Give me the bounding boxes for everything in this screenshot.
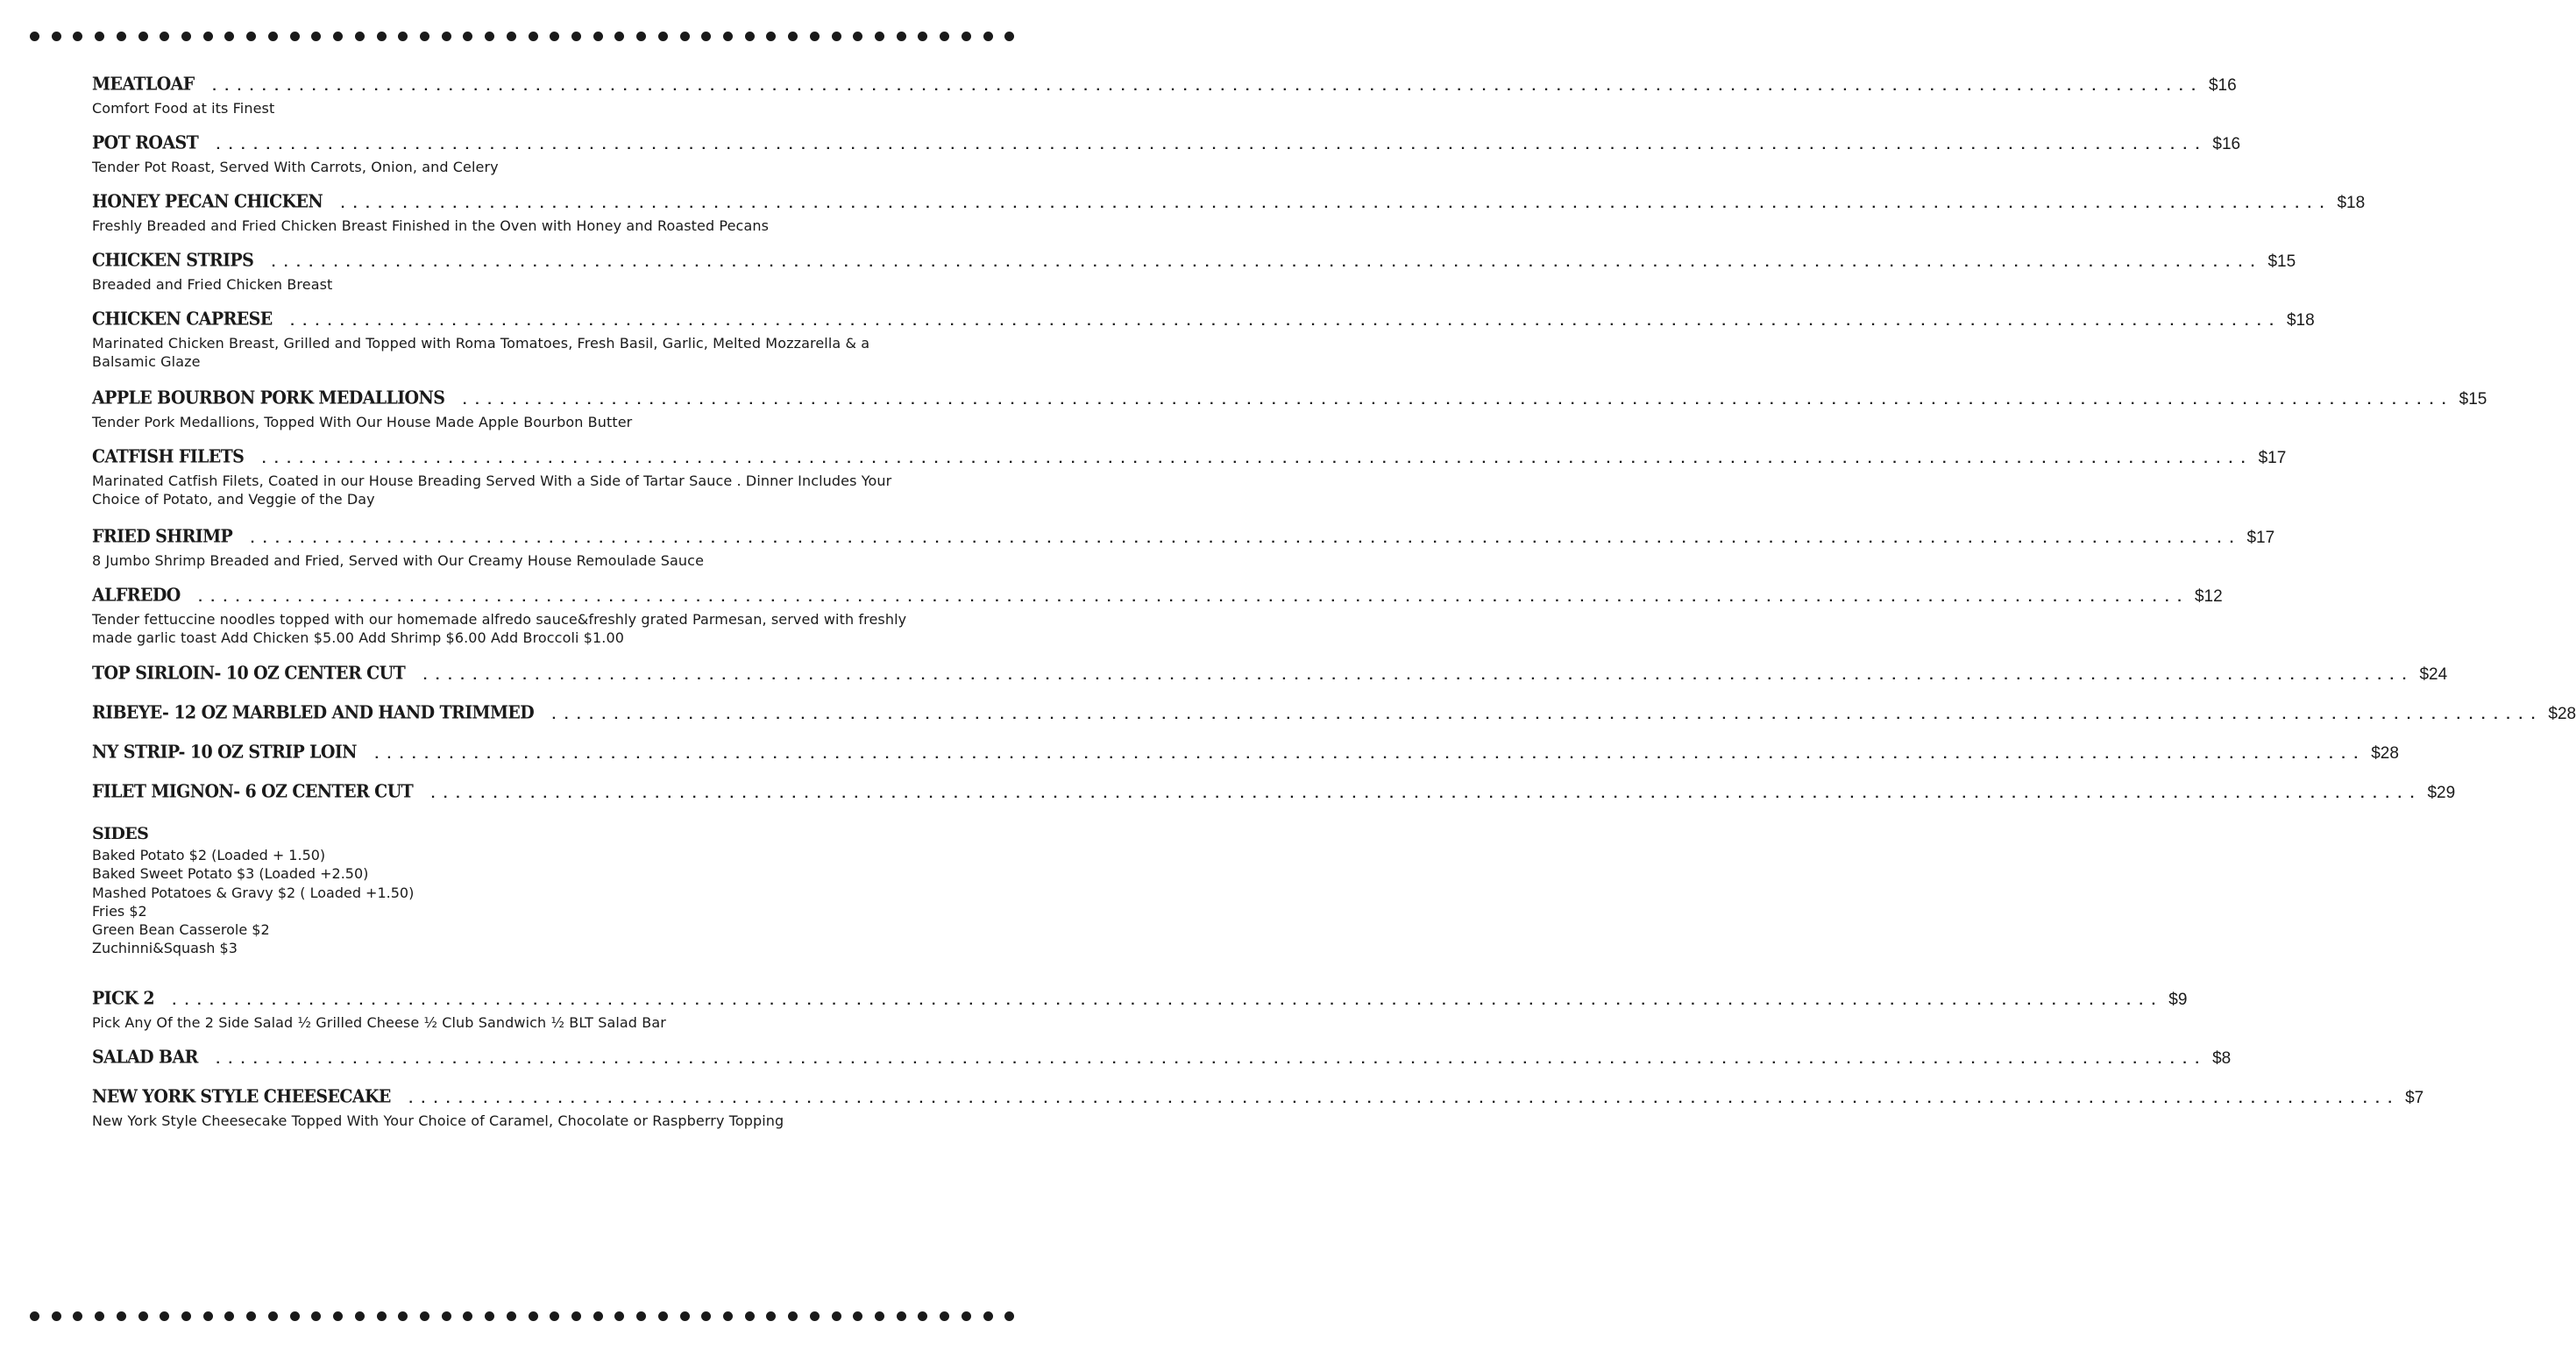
menu-item-description: Tender fettuccine noodles topped with our homemade alfredo sauce&freshly grated Parmesan, served with freshly made garlic toast Add Chicken $5.00 Add Shrimp $6.00 Add Broccoli $1.00 <box>92 611 907 646</box>
border-dot <box>377 32 387 41</box>
menu-item-price: $8 <box>2212 1048 2232 1068</box>
border-dot <box>810 1311 820 1321</box>
border-dot <box>832 1311 841 1321</box>
menu-item-description: Tender Pork Medallions, Topped With Our House Made Apple Bourbon Butter <box>92 414 633 430</box>
menu-item <box>92 387 2487 431</box>
menu-item-price: $17 <box>2246 529 2275 547</box>
menu-item <box>92 191 2366 235</box>
border-dot <box>355 32 365 41</box>
border-dot <box>138 1311 148 1321</box>
menu-item <box>92 250 2296 294</box>
border-dot <box>723 32 733 41</box>
menu-item-line <box>92 742 2399 766</box>
side-item: Mashed Potatoes & Gravy $2 ( Loaded +1.50) <box>92 884 415 901</box>
border-dot <box>853 32 862 41</box>
border-dot <box>30 32 39 41</box>
border-dot <box>95 1311 104 1321</box>
menu-item <box>92 132 2241 176</box>
menu-item <box>92 781 2456 806</box>
menu-item <box>92 526 2275 570</box>
border-dot <box>73 1311 82 1321</box>
border-dot <box>181 1311 191 1321</box>
menu-item-line <box>92 74 2237 98</box>
entrees-list <box>92 74 2576 806</box>
menu-item-line <box>92 250 2296 274</box>
menu-item-description: Comfort Food at its Finest <box>92 100 275 117</box>
sides-section <box>92 822 951 958</box>
side-item: Green Bean Casserole $2 <box>92 921 270 939</box>
menu-item-line <box>92 988 2188 1012</box>
border-dot <box>962 1311 971 1321</box>
border-dot <box>897 1311 906 1321</box>
menu-item-description: New York Style Cheesecake Topped With Your Choice of Caramel, Chocolate or Raspberry Topping <box>92 1112 784 1129</box>
menu-item-line <box>92 446 2287 471</box>
menu-item-price: $15 <box>2459 390 2487 409</box>
menu-item-name: TOP SIRLOIN- 10 OZ CENTER CUT <box>92 663 406 684</box>
dot-leader: ................................................................................................................................................................ <box>170 992 2162 1009</box>
border-dot <box>766 1311 776 1321</box>
border-dot <box>333 1311 343 1321</box>
menu-item <box>92 663 2448 687</box>
border-dot <box>701 32 711 41</box>
border-dot <box>290 1311 300 1321</box>
menu-item-name: PICK 2 <box>92 988 155 1009</box>
menu-item-price: $9 <box>2168 990 2188 1009</box>
side-item: Baked Potato $2 (Loaded + 1.50) <box>92 847 326 863</box>
menu-item-price: $28 <box>2548 705 2576 723</box>
border-dot <box>203 32 213 41</box>
border-dot <box>593 32 603 41</box>
menu-item-name: HONEY PECAN CHICKEN <box>92 191 323 212</box>
border-dot <box>983 32 993 41</box>
border-dot <box>1004 32 1014 41</box>
border-dot <box>224 32 234 41</box>
menu-item-name: RIBEYE- 12 OZ MARBLED AND HAND TRIMMED <box>92 702 535 723</box>
menu-item <box>92 74 2237 117</box>
border-dot <box>614 32 624 41</box>
border-dot <box>117 1311 126 1321</box>
dot-leader: ................................................................................................................................................................ <box>209 79 2202 95</box>
border-dot <box>377 1311 387 1321</box>
border-dot <box>224 1311 234 1321</box>
dot-leader: ................................................................................................................................................................ <box>195 590 2188 606</box>
dot-leader: ................................................................................................................................................................ <box>214 138 2206 153</box>
menu-item-price: $29 <box>2427 784 2456 802</box>
menu-item <box>92 988 2188 1032</box>
border-dot <box>95 32 104 41</box>
border-dot <box>138 32 148 41</box>
menu-item-price: $18 <box>2337 194 2366 212</box>
menu-item-name: MEATLOAF <box>92 74 195 95</box>
menu-item-price: $15 <box>2267 252 2296 271</box>
border-dot <box>73 32 82 41</box>
dot-leader: ................................................................................................................................................................ <box>429 786 2421 802</box>
menu-item-name: FILET MIGNON- 6 OZ CENTER CUT <box>92 781 414 802</box>
border-dot <box>529 1311 538 1321</box>
menu-item-name: ALFREDO <box>92 585 181 606</box>
menu-item-line <box>92 702 2576 727</box>
menu-item <box>92 1047 2232 1071</box>
border-dot <box>897 32 906 41</box>
border-dot <box>658 1311 668 1321</box>
sides-list <box>92 846 951 958</box>
border-dot <box>442 1311 451 1321</box>
dot-leader: ................................................................................................................................................................ <box>406 1091 2399 1107</box>
menu-item-name: SALAD BAR <box>92 1047 198 1068</box>
border-dot <box>636 32 646 41</box>
border-dot <box>940 32 949 41</box>
menu-item-name: NEW YORK STYLE CHEESECAKE <box>92 1086 391 1107</box>
dot-leader: ................................................................................................................................................................ <box>372 747 2365 763</box>
border-dot <box>485 1311 494 1321</box>
menu-item-description: Freshly Breaded and Fried Chicken Breast Finished in the Oven with Honey and Roasted Pecans <box>92 217 770 234</box>
border-dot <box>810 32 820 41</box>
side-item: Fries $2 <box>92 902 147 920</box>
border-dot <box>507 1311 516 1321</box>
menu-item-price: $24 <box>2419 665 2448 684</box>
menu-item <box>92 309 2315 371</box>
border-dot <box>246 32 256 41</box>
menu-item-line <box>92 663 2448 687</box>
menu-item-name: FRIED SHRIMP <box>92 526 233 547</box>
sides-title: SIDES <box>92 824 149 843</box>
border-dot <box>485 32 494 41</box>
side-item: Zuchinni&Squash $3 <box>92 940 238 957</box>
border-dot <box>420 1311 429 1321</box>
dot-leader: ................................................................................................................................................................ <box>213 1051 2206 1068</box>
menu-item-line <box>92 1086 2424 1111</box>
menu-item-price: $17 <box>2258 449 2287 467</box>
border-dot <box>832 32 841 41</box>
border-dot <box>1004 1311 1014 1321</box>
border-dot <box>398 32 408 41</box>
border-dot <box>614 1311 624 1321</box>
border-dot <box>701 1311 711 1321</box>
border-dot <box>442 32 451 41</box>
dot-leader: ................................................................................................................................................................ <box>287 314 2280 330</box>
border-dot <box>550 1311 559 1321</box>
dot-leader: ................................................................................................................................................................ <box>338 196 2331 212</box>
menu-item-line <box>92 1047 2232 1071</box>
border-dot <box>311 32 321 41</box>
dot-leader: ................................................................................................................................................................ <box>550 707 2542 723</box>
border-dot <box>160 1311 169 1321</box>
border-dot <box>940 1311 949 1321</box>
border-dot <box>333 32 343 41</box>
menu-item-name: APPLE BOURBON PORK MEDALLIONS <box>92 387 445 409</box>
menu-item-line <box>92 781 2456 806</box>
menu-item-price: $16 <box>2212 135 2241 153</box>
menu-item-name: CHICKEN CAPRESE <box>92 309 273 330</box>
border-dot <box>203 1311 213 1321</box>
dot-leader: ................................................................................................................................................................ <box>460 393 2452 409</box>
border-dot <box>507 32 516 41</box>
border-dot <box>160 32 169 41</box>
border-dot <box>766 32 776 41</box>
border-dot <box>398 1311 408 1321</box>
border-dot <box>529 32 538 41</box>
menu-item-line <box>92 585 2223 609</box>
menu <box>92 74 2576 1130</box>
border-dot <box>918 1311 927 1321</box>
menu-item-description: Pick Any Of the 2 Side Salad ½ Grilled Cheese ½ Club Sandwich ½ BLT Salad Bar <box>92 1013 666 1031</box>
dot-leader: ................................................................................................................................................................ <box>421 668 2413 684</box>
border-dot <box>593 1311 603 1321</box>
menu-item <box>92 702 2576 727</box>
menu-item-price: $7 <box>2405 1088 2424 1107</box>
border-dot <box>680 1311 690 1321</box>
menu-item-name: CATFISH FILETS <box>92 446 245 467</box>
border-dot <box>680 32 690 41</box>
border-dot <box>658 32 668 41</box>
menu-item-name: NY STRIP- 10 OZ STRIP LOIN <box>92 742 357 763</box>
border-dot <box>918 32 927 41</box>
menu-item-line <box>92 191 2366 216</box>
border-dot <box>246 1311 256 1321</box>
side-item: Baked Sweet Potato $3 (Loaded +2.50) <box>92 865 369 883</box>
border-dot <box>463 1311 472 1321</box>
menu-item-price: $28 <box>2371 744 2399 763</box>
border-dot <box>788 1311 798 1321</box>
border-dot <box>550 32 559 41</box>
border-dot <box>723 1311 733 1321</box>
border-dot <box>745 32 755 41</box>
menu-item-description: Breaded and Fried Chicken Breast <box>92 276 333 293</box>
border-dot <box>181 32 191 41</box>
menu-item <box>92 446 2287 508</box>
menu-item-name: CHICKEN STRIPS <box>92 250 254 271</box>
menu-item-description: Marinated Catfish Filets, Coated in our House Breading Served With a Side of Tartar Sauce . Dinner Includes Your Choice of Potato, and Veggie of the Day <box>92 472 892 508</box>
border-dot <box>268 1311 278 1321</box>
bottom-dot-border <box>30 1311 1015 1321</box>
border-dot <box>745 1311 755 1321</box>
menu-item-price: $12 <box>2194 587 2223 606</box>
menu-item-description: Marinated Chicken Breast, Grilled and Topped with Roma Tomatoes, Fresh Basil, Garlic, Melted Mozzarella & a Balsamic Glaze <box>92 335 870 370</box>
menu-item <box>92 1086 2424 1130</box>
border-dot <box>52 1311 61 1321</box>
border-dot <box>962 32 971 41</box>
menu-item-line <box>92 387 2487 412</box>
border-dot <box>290 32 300 41</box>
border-dot <box>420 32 429 41</box>
menu-item-line <box>92 132 2241 157</box>
menu-item <box>92 585 2223 647</box>
border-dot <box>268 32 278 41</box>
top-dot-border <box>30 31 1015 41</box>
border-dot <box>875 1311 884 1321</box>
border-dot <box>875 32 884 41</box>
dot-leader: ................................................................................................................................................................ <box>248 531 2240 547</box>
menu-item-name: POT ROAST <box>92 132 199 153</box>
menu-item <box>92 742 2399 766</box>
border-dot <box>355 1311 365 1321</box>
menu-item-description: 8 Jumbo Shrimp Breaded and Fried, Served with Our Creamy House Remoulade Sauce <box>92 552 705 569</box>
border-dot <box>117 32 126 41</box>
border-dot <box>636 1311 646 1321</box>
border-dot <box>30 1311 39 1321</box>
dot-leader: ................................................................................................................................................................ <box>269 255 2261 271</box>
border-dot <box>571 1311 581 1321</box>
border-dot <box>311 1311 321 1321</box>
border-dot <box>571 32 581 41</box>
menu-item-line <box>92 309 2315 333</box>
border-dot <box>983 1311 993 1321</box>
menu-item-price: $16 <box>2208 76 2237 95</box>
menu-item-price: $18 <box>2286 311 2315 330</box>
border-dot <box>853 1311 862 1321</box>
menu-item-description: Tender Pot Roast, Served With Carrots, Onion, and Celery <box>92 159 499 175</box>
extras-list <box>92 988 2424 1130</box>
border-dot <box>52 32 61 41</box>
dot-leader: ................................................................................................................................................................ <box>259 451 2252 467</box>
border-dot <box>788 32 798 41</box>
menu-item-line <box>92 526 2275 551</box>
border-dot <box>463 32 472 41</box>
